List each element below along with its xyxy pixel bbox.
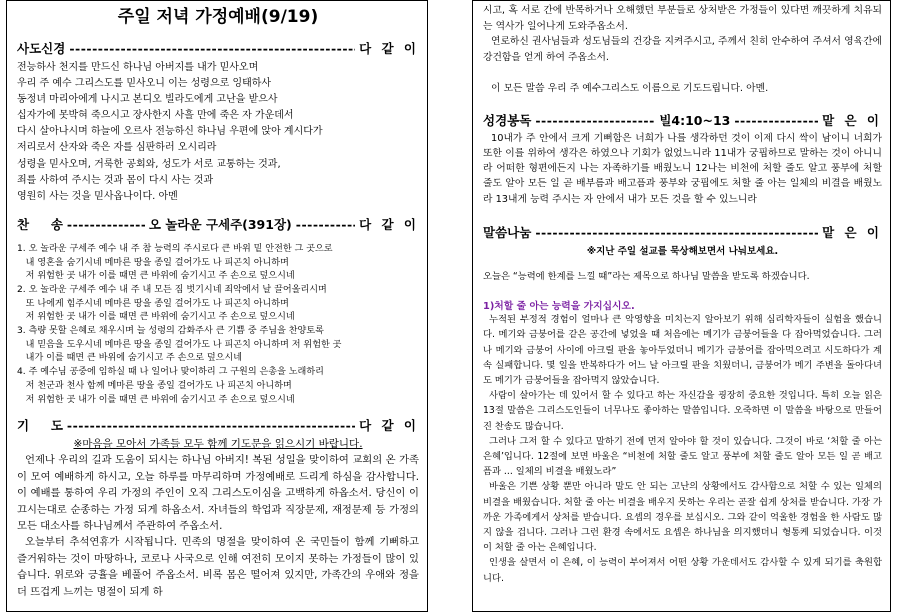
reading-divider-right — [734, 113, 818, 128]
creed-header — [17, 39, 419, 57]
hymn-line: 2. 오 놀라운 구세주 예수 내 주 내 모든 짐 벗기시네 죄악에서 날 끌어올리시며 — [17, 284, 327, 295]
sermon-paragraph: 그러나 그저 할 수 있다고 말하기 전에 먼저 알아야 할 것이 있습니다. 그것이 바로 ‘처할 줄 아는 은혜’입니다. 12절에 보면 바울은 “비천에 처할 줄도 알고 풍부에 처할 줄도 알아 모든 일 곧 배고픔과 ... 일체의 비결을 배웠노라” — [483, 435, 882, 478]
sermon-paragraph: 누적된 부정적 경험이 얼마나 큰 악영향을 미치는지 알아보기 위해 심리학자들이 실험을 했습니다. 메기와 금붕어를 같은 공간에 넣었을 때 처음에는 메기가 금붕어들을 다 잡아먹었습니다. 그러나 메기와 금붕어 사이에 아크릴 판을 놓아두었더니 메기가 금붕어를 잡아먹으려고 시도하다가 계속 실패합니다. 몇 일을 반복하다가 어느 날 아크릴 판을 치웠더니, 금붕어가 메기 주변을 돌아다녀도 메기가 금붕어들을 잡아먹지 않았습니다. — [483, 314, 882, 386]
reading-label: 성경봉독 — [483, 112, 532, 128]
prayer-continued — [483, 3, 882, 97]
hymn-line: 내 영혼을 숨기시네 메마른 땅을 종일 걸어가도 나 피곤치 아니하며 — [17, 257, 289, 268]
prayer-text — [17, 452, 419, 600]
sermon-paragraph: 바울은 기쁜 상황 뿐만 아니라 말도 안 되는 고난의 상황에서도 감사함으로 처할 수 있는 일체의 비결을 배웠습니다. 처할 줄 아는 비결을 배우지 못하는 우리는 곧잘 쉽게 상처를 받습니다. 가장 가까운 가족에게서 상처를 받습니다. 요셉의 경우를 보십시오. 그와 같이 억울한 경험을 한 사람도 많지 않을 겁니다. 그러나 그런 환경 속에서도 요셉은 하나님을 의지했더니 형통케 되었습니다. 이것이 처할 줄 아는 은혜입니다. — [483, 481, 882, 554]
hymn-line: 3. 측량 못할 은혜로 채우시며 늘 성령의 감화주사 큰 기쁨 중 주님을 찬양토록 — [17, 326, 324, 337]
creed-line: 전능하사 천지를 만드신 하나님 아버지를 내가 믿사오며 — [17, 62, 259, 73]
prayer-label: 기 도 — [17, 418, 63, 434]
page-title: 주일 저녁 가정예배(9/19) — [117, 7, 319, 27]
hymn-lyrics — [17, 243, 419, 407]
reading-tag: 맡 은 이 — [822, 112, 882, 128]
hymn-line: 내 믿음을 도우시네 메마른 땅을 종일 걸어가도 나 피곤치 아니하며 저 위험한 곳 — [17, 339, 342, 350]
sermon-label: 말씀나눔 — [483, 224, 532, 240]
creed-line: 영원히 사는 것을 믿사옵나이다. 아멘 — [17, 190, 178, 202]
hymn-line: 1. 오 놀라운 구세주 예수 내 주 참 능력의 주시로다 큰 바위 밑 안전한 그 곳으로 — [17, 243, 333, 254]
prayer-closing: 이 모든 말씀 우리 주 예수그리스도 이름으로 기도드립니다. 아멘. — [491, 83, 769, 94]
creed-line: 동정녀 마리아에게 나시고 본디오 빌라도에게 고난을 받으사 — [17, 94, 278, 106]
sermon-text — [483, 312, 882, 586]
prayer-paragraph: 연로하신 권사님들과 성도님들의 건강을 지켜주시고, 주께서 친히 안수하여 주셔서 영육간에 강건함을 얻게 하여 주옵소서. — [483, 36, 882, 63]
sermon-divider — [535, 225, 818, 240]
hymn-tag: 다 같 이 — [359, 216, 419, 232]
creed-label: 사도신경 — [17, 41, 66, 56]
prayer-paragraph: 오늘부터 추석연휴가 시작됩니다. 민족의 명절을 맞이하여 온 국민들이 함께 기뻐하고 즐거워하는 것이 마땅하나, 코로나 사국으로 인해 여전히 모이지 못하는 가정들이 많이 있습니다. 위로와 긍휼을 베풀어 주옵소서. 비록 몸은 떨어져 있지만, 가족간의 우애와 정을 더 뜨겁게 느끼는 명절이 되게 하 — [17, 536, 419, 598]
reading-divider-left — [535, 113, 655, 128]
creed-line: 죄를 사하여 주시는 것과 몸이 다시 사는 것과 — [17, 174, 214, 186]
hymn-line: 저 위험한 곳 내가 이를 때면 큰 바위에 숨기시고 주 손으로 덮으시네 — [17, 271, 295, 282]
sermon-tag: 맡 은 이 — [822, 224, 882, 240]
sermon-point-title: 1)처할 줄 아는 능력을 가지십시오. — [483, 301, 635, 313]
creed-line: 저리로서 산자와 죽은 자를 심판하러 오시리라 — [17, 142, 217, 154]
sermon-paragraph: 인생을 살면서 이 은혜, 이 능력이 부어져서 어떤 상황 가운데서도 감사할 수 있게 되기를 축원합니다. — [483, 557, 882, 584]
sermon-paragraph: 사람이 살아가는 데 있어서 할 수 있다고 하는 자신감을 굉장히 중요한 것입니다. 특히 오늘 읽은 13절 말씀은 그리스도인들이 너무나도 좋아하는 말씀입니다. 오죽하면 이 말씀을 바탕으로 만들어진 찬송도 많습니다. — [483, 390, 882, 432]
creed-line: 성령을 믿사오며, 거룩한 공회와, 성도가 서로 교통하는 것과, — [17, 158, 281, 170]
hymn-title: 오 놀라운 구세주(391장) — [148, 216, 292, 232]
creed-text — [17, 60, 419, 205]
creed-line: 우리 주 예수 그리스도를 믿사오니 이는 성령으로 잉태하사 — [17, 78, 272, 90]
hymn-line: 저 천군과 천사 함께 메마른 땅을 종일 걸어가도 나 피곤치 아니하며 — [17, 380, 292, 391]
hymn-line: 또 나에게 힘주시네 메마른 땅을 종일 걸어가도 나 피곤치 아니하며 — [17, 298, 289, 309]
creed-line: 다시 살아나시며 하늘에 오르사 전능하신 하나님 우편에 앉아 계시다가 — [17, 126, 323, 138]
creed-line: 십자가에 못박혀 죽으시고 장사한지 사흘 만에 죽은 자 가운데서 — [17, 110, 294, 122]
sermon-note: ※지난 주일 설교를 묵상해보면서 나눠보세요. — [586, 245, 779, 257]
hymn-divider-right — [296, 217, 355, 232]
reading-header — [483, 111, 882, 129]
hymn-line: 저 위험한 곳 내가 이를 때면 큰 바위에 숨기시고 주 손으로 덮으시네 — [17, 312, 295, 323]
hymn-line: 4. 주 예수님 공중에 임하실 때 나 일어나 맞이하리 그 구원의 은총을 노래하리 — [17, 367, 324, 378]
prayer-paragraph: 시고, 혹 서로 간에 반목하거나 오해했던 부분들로 상처받은 가정들이 있다면 깨끗하게 치유되는 역사가 일어나게 도와주옵소서. — [483, 5, 882, 32]
prayer-tag: 다 같 이 — [359, 418, 419, 434]
bulletin-right-column — [472, 0, 891, 612]
hymn-line: 내가 이를 때면 큰 바위에 숨기시고 주 손으로 덮으시네 — [17, 353, 243, 364]
prayer-divider — [67, 418, 355, 433]
prayer-header — [17, 416, 419, 434]
hymn-divider-left — [67, 217, 145, 232]
sermon-intro: 오늘은 “능력에 한계를 느낄 때”라는 제목으로 하나님 말씀을 받도록 하겠습니다. — [483, 270, 810, 282]
hymn-label: 찬 송 — [17, 216, 63, 232]
reading-verses: 10내가 주 안에서 크게 기뻐함은 너희가 나를 생각하던 것이 이제 다시 싹이 남이니 너희가 또한 이를 위하여 생각은 하였으나 기회가 없었느니라 11내가 궁핍하므로 말하는 것이 아니니라 어떠한 형편에든지 나는 자족하기를 배웠노니 12나는 비천에 처할 줄도 알고 풍부에 처할 줄도 알아 모든 일 곧 배부름과 배고픔과 풍부와 궁핍에도 처할 줄 아는 일체의 비결을 배웠노라 13내게 능력 주시는 자 안에서 내가 모든 것을 할 수 있느니라 — [483, 132, 882, 205]
reading-reference: 빌4:10~13 — [659, 112, 731, 128]
bulletin-left-column — [6, 0, 428, 612]
prayer-note: ※마음을 모아서 가족들 모두 함께 기도문을 읽으시기 바랍니다. — [73, 438, 363, 451]
creed-divider — [69, 41, 355, 56]
reading-text — [483, 131, 882, 207]
sermon-header — [483, 223, 882, 241]
creed-tag: 다 같 이 — [359, 41, 419, 56]
hymn-header — [17, 215, 419, 233]
hymn-line: 저 위험한 곳 내가 이를 때면 큰 바위에 숨기시고 주 손으로 덮으시네 — [17, 394, 295, 405]
prayer-paragraph: 언제나 우리의 길과 도움이 되시는 하나님 아버지! 복된 성일을 맞이하여 교회의 온 가족이 모여 예배하게 하시고, 오늘 하루를 마무리하며 가정예배로 드리게 하심을 감사합니다. 이 예배를 통하여 우리 가정의 주인이 오직 그리스도이심을 고백하게 하옵소서. 당신이 이끄시는대로 순종하는 가정 되게 하옵소서. 자녀들의 학업과 직장문제, 재정문제 등 가정의 모든 대소사를 하나님께서 주관하여 주옵소서. — [17, 454, 419, 532]
